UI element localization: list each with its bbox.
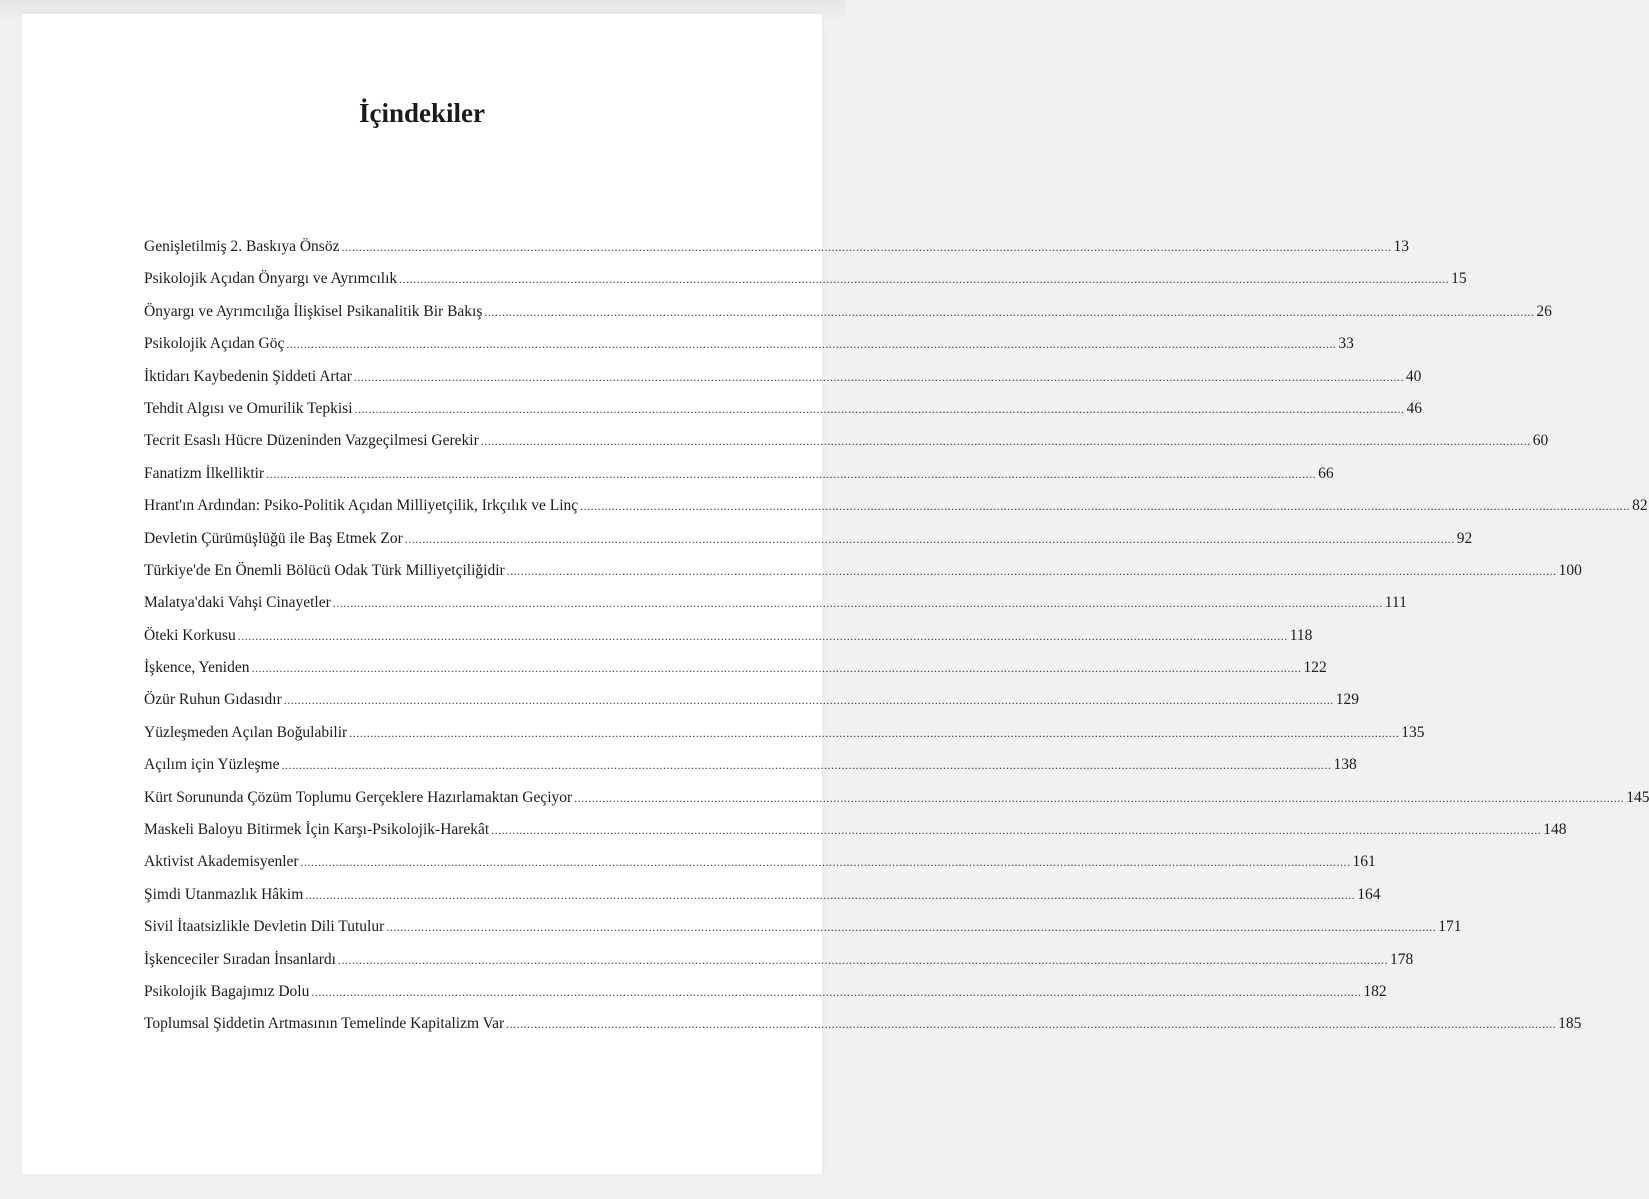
toc-entry xyxy=(144,561,1582,594)
document-page xyxy=(22,14,1649,1174)
page-title: İçindekiler xyxy=(359,98,485,128)
toc-entry-page: 171 xyxy=(1438,918,1462,936)
toc-leader-dots: ............................................................................................................................................................................................................................................................................................................ xyxy=(337,952,1388,967)
toc-leader-dots: ............................................................................................................................................................................................................................................................................................................ xyxy=(251,661,1302,676)
toc-leader-dots: ............................................................................................................................................................................................................................................................................................................ xyxy=(480,434,1531,449)
toc-entry xyxy=(144,691,1360,723)
toc-leader-dots: ............................................................................................................................................................................................................................................................................................................ xyxy=(305,887,1356,902)
toc-entry-page: 82 xyxy=(1632,497,1648,515)
toc-entry-title: Tecrit Esaslı Hücre Düzeninden Vazgeçilmesi Gerekir xyxy=(144,432,479,450)
toc-entry-title: Açılım için Yüzleşme xyxy=(144,756,280,774)
toc-leader-dots: ............................................................................................................................................................................................................................................................................................................ xyxy=(237,628,1288,643)
toc-entry-page: 122 xyxy=(1303,659,1327,677)
toc-leader-dots: ............................................................................................................................................................................................................................................................................................................ xyxy=(580,499,1631,514)
toc-entry xyxy=(144,594,1407,626)
toc-entry xyxy=(144,982,1387,1015)
toc-leader-dots: ............................................................................................................................................................................................................................................................................................................ xyxy=(286,337,1337,352)
toc-leader-dots: ............................................................................................................................................................................................................................................................................................................ xyxy=(266,466,1317,481)
toc-leader-dots: ............................................................................................................................................................................................................................................................................................................ xyxy=(399,272,1450,287)
toc-entry xyxy=(144,302,1552,335)
toc-leader-dots: ............................................................................................................................................................................................................................................................................................................ xyxy=(300,855,1351,870)
toc-entry xyxy=(144,626,1313,659)
toc-entry-page: 164 xyxy=(1357,885,1381,903)
toc-leader-dots: ............................................................................................................................................................................................................................................................................................................ xyxy=(283,693,1334,708)
toc-entry-title: Önyargı ve Ayrımcılığa İlişkisel Psikanalitik Bir Bakış xyxy=(144,302,483,320)
toc-entry xyxy=(144,399,1423,432)
toc-entry-page: 92 xyxy=(1456,529,1473,547)
toc-entry xyxy=(144,464,1334,497)
toc-entry xyxy=(144,270,1467,302)
toc-entry-title: Fanatizm İlkelliktir xyxy=(144,464,265,482)
toc-leader-dots: ............................................................................................................................................................................................................................................................................................................ xyxy=(341,240,1392,254)
toc-entry xyxy=(144,1015,1582,1047)
toc-entry-title: Aktivist Akademisyenler xyxy=(144,853,299,871)
toc-leader-dots: ............................................................................................................................................................................................................................................................................................................ xyxy=(386,920,1437,935)
toc-entry xyxy=(144,659,1327,691)
toc-entry xyxy=(144,853,1376,885)
toc-entry-page: 145 xyxy=(1626,788,1649,806)
toc-leader-dots: ............................................................................................................................................................................................................................................................................................................ xyxy=(349,725,1400,740)
toc-entry-title: İşkence, Yeniden xyxy=(144,659,250,677)
toc-entry-title: Sivil İtaatsizlikle Devletin Dili Tutulur xyxy=(144,918,385,936)
toc-entry-page: 60 xyxy=(1532,432,1549,450)
toc-leader-dots: ............................................................................................................................................................................................................................................................................................................ xyxy=(506,1017,1557,1032)
toc-entry xyxy=(144,432,1549,464)
toc-entry-title: Tehdit Algısı ve Omurilik Tepkisi xyxy=(144,399,353,417)
toc-leader-dots: ............................................................................................................................................................................................................................................................................................................ xyxy=(491,823,1542,838)
toc-entry-page: 100 xyxy=(1558,561,1582,579)
toc-entry-page: 135 xyxy=(1401,723,1425,741)
toc-leader-dots: ............................................................................................................................................................................................................................................................................................................ xyxy=(484,304,1535,319)
toc-entry-page: 66 xyxy=(1318,464,1334,482)
toc-entry xyxy=(144,723,1425,756)
toc-entry-page: 111 xyxy=(1384,594,1407,612)
toc-leader-dots: ............................................................................................................................................................................................................................................................................................................ xyxy=(574,790,1625,805)
toc-entry xyxy=(144,335,1354,367)
toc-entry-title: Öteki Korkusu xyxy=(144,626,236,644)
toc-entry xyxy=(144,821,1567,853)
toc-entry xyxy=(144,529,1473,562)
toc-entry-page: 185 xyxy=(1558,1015,1582,1033)
toc-entry-page: 182 xyxy=(1363,982,1387,1000)
toc-entry-title: Psikolojik Bagajımız Dolu xyxy=(144,982,310,1000)
toc-leader-dots: ............................................................................................................................................................................................................................................................................................................ xyxy=(404,531,1455,546)
toc-entry-page: 118 xyxy=(1289,626,1313,644)
toc-entry-title: Devletin Çürümüşlüğü ile Baş Etmek Zor xyxy=(144,529,403,547)
toc-entry-title: İktidarı Kaybedenin Şiddeti Artar xyxy=(144,367,352,385)
toc-entry xyxy=(144,367,1422,400)
toc-entry-title: Genişletilmiş 2. Baskıya Önsöz xyxy=(144,238,340,255)
toc-entry-title: Yüzleşmeden Açılan Boğulabilir xyxy=(144,723,348,741)
toc-entry-title: Özür Ruhun Gıdasıdır xyxy=(144,691,282,709)
toc-entry xyxy=(144,788,1649,821)
toc-entry-title: Psikolojik Açıdan Göç xyxy=(144,335,285,353)
toc-entry xyxy=(144,950,1414,983)
toc-leader-dots: ............................................................................................................................................................................................................................................................................................................ xyxy=(506,563,1557,578)
toc-entry-title: Kürt Sorununda Çözüm Toplumu Gerçeklere Hazırlamaktan Geçiyor xyxy=(144,788,573,806)
toc-entry-page: 26 xyxy=(1536,302,1552,320)
toc-entry-page: 148 xyxy=(1543,821,1567,839)
toc-entry xyxy=(144,918,1462,950)
toc-entry-page: 161 xyxy=(1352,853,1376,871)
toc-entry-title: Malatya'daki Vahşi Cinayetler xyxy=(144,594,331,612)
toc-entry-title: İşkenceciler Sıradan İnsanlardı xyxy=(144,950,336,968)
toc-entry-title: Hrant'ın Ardından: Psiko-Politik Açıdan Milliyetçilik, Irkçılık ve Linç xyxy=(144,497,579,515)
toc-entry xyxy=(144,885,1381,918)
toc-entry-page: 13 xyxy=(1393,238,1409,255)
toc-entry-page: 178 xyxy=(1389,950,1414,968)
toc-entry-page: 129 xyxy=(1335,691,1360,709)
toc-leader-dots: ............................................................................................................................................................................................................................................................................................................ xyxy=(281,758,1332,773)
toc-entry xyxy=(144,497,1648,529)
toc-entry-page: 138 xyxy=(1333,756,1357,774)
toc-entry-title: Türkiye'de En Önemli Bölücü Odak Türk Milliyetçiliğidir xyxy=(144,561,505,579)
toc-leader-dots: ............................................................................................................................................................................................................................................................................................................ xyxy=(354,401,1405,416)
toc-entry xyxy=(144,756,1357,788)
toc-entry-page: 40 xyxy=(1405,367,1422,385)
toc-entry-page: 46 xyxy=(1406,399,1423,417)
toc-entry-title: Psikolojik Açıdan Önyargı ve Ayrımcılık xyxy=(144,270,398,288)
toc-leader-dots: ............................................................................................................................................................................................................................................................................................................ xyxy=(332,596,1383,611)
toc-entry-title: Maskeli Baloyu Bitirmek İçin Karşı-Psikolojik-Harekât xyxy=(144,821,490,839)
toc-entry-page: 33 xyxy=(1338,335,1354,353)
toc-entry xyxy=(144,238,1409,270)
toc-entry-page: 15 xyxy=(1451,270,1467,288)
table-of-contents xyxy=(144,238,1649,1048)
toc-leader-dots: ............................................................................................................................................................................................................................................................................................................ xyxy=(311,984,1362,999)
toc-entry-title: Toplumsal Şiddetin Artmasının Temelinde Kapitalizm Var xyxy=(144,1015,505,1033)
toc-entry-title: Şimdi Utanmazlık Hâkim xyxy=(144,885,304,903)
toc-leader-dots: ............................................................................................................................................................................................................................................................................................................ xyxy=(353,369,1404,384)
